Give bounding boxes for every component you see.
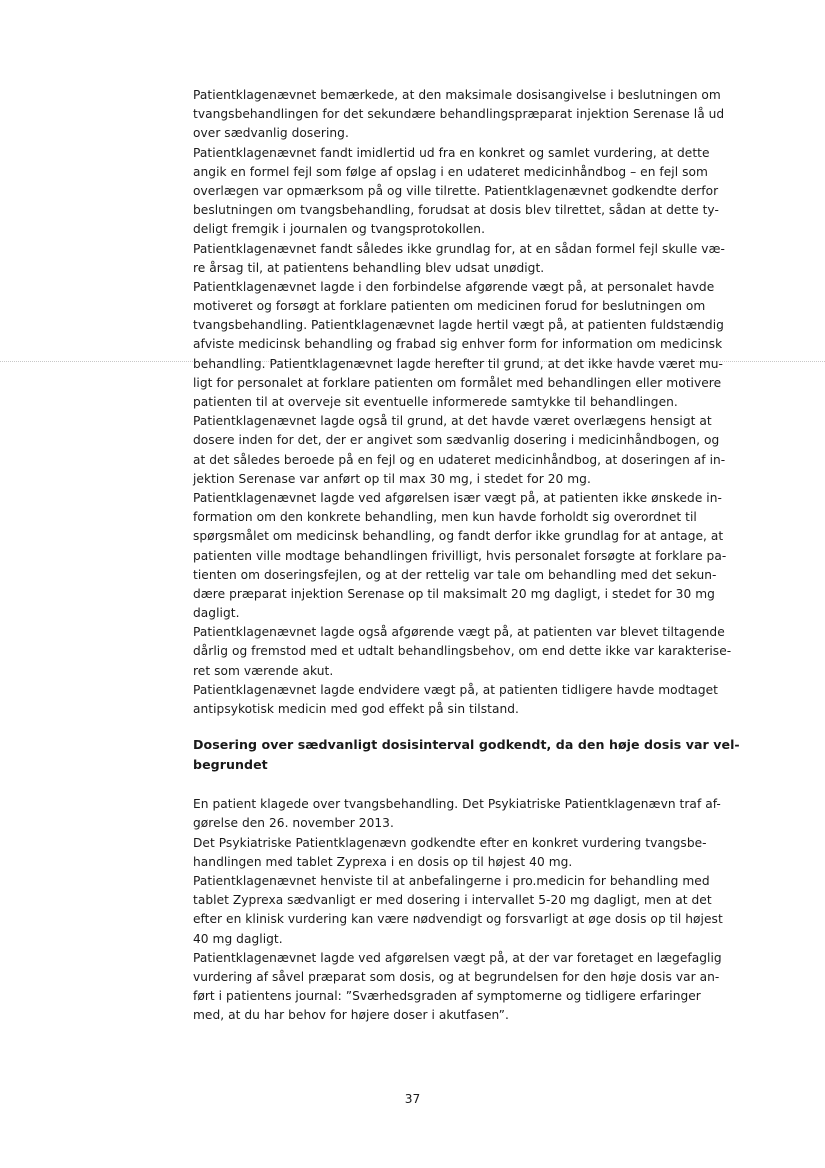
text-line: Patientklagenævnet fandt imidlertid ud fra en konkret og samlet vurdering, at dette — [193, 145, 710, 160]
text-line: angik en formel fejl som følge af opslag i en udateret medicinhåndbog – en fejl som — [193, 164, 708, 179]
text-line: tienten om doseringsfejlen, og at der rettelig var tale om behandling med det sekun- — [193, 567, 717, 582]
text-line: at det således beroede på en fejl og en udateret medicinhåndbog, at doseringen af in- — [193, 452, 726, 467]
text-line: behandling. Patientklagenævnet lagde herefter til grund, at det ikke havde været mu- — [193, 356, 723, 371]
text-line: med, at du har behov for højere doser i akutfasen”. — [193, 1008, 509, 1023]
text-line: jektion Serenase var anført op til max 30 mg, i stedet for 20 mg. — [193, 471, 591, 486]
page-content — [193, 86, 743, 1025]
text-line: tvangsbehandling. Patientklagenævnet lagde hertil vægt på, at patienten fuldstændig — [193, 318, 724, 333]
text-line: begrundet — [193, 757, 268, 773]
text-line: Dosering over sædvanligt dosisinterval godkendt, da den høje dosis var vel- — [193, 737, 740, 753]
text-line: Patientklagenævnet lagde i den forbindelse afgørende vægt på, at personalet havde — [193, 279, 715, 294]
text-line: efter en klinisk vurdering kan være nødvendigt og forsvarligt at øge dosis op til højest — [193, 912, 723, 927]
text-line: Patientklagenævnet bemærkede, at den maksimale dosisangivelse i beslutningen om — [193, 88, 721, 102]
page-number: 37 — [404, 1092, 421, 1106]
text-line: Patientklagenævnet lagde ved afgørelsen især vægt på, at patienten ikke ønskede in- — [193, 490, 722, 505]
text-line: patienten ville modtage behandlingen frivilligt, hvis personalet forsøgte at forklare pa- — [193, 548, 727, 563]
text-line: tablet Zyprexa sædvanligt er med dosering i intervallet 5-20 mg dagligt, men at det — [193, 893, 712, 908]
text-line: overlægen var opmærksom på og ville tilrette. Patientklagenævnet godkendte derfor — [193, 183, 719, 198]
text-line: ret som værende akut. — [193, 663, 334, 678]
text-line: dære præparat injektion Serenase op til maksimalt 20 mg dagligt, i stedet for 30 mg — [193, 586, 715, 601]
text-line: Patientklagenævnet lagde også afgørende vægt på, at patienten var blevet tiltagende — [193, 625, 725, 640]
text-line: afviste medicinsk behandling og frabad sig enhver form for information om medicinsk — [193, 337, 723, 352]
text-line: Det Psykiatriske Patientklagenævn godkendte efter en konkret vurdering tvangsbe- — [193, 835, 707, 850]
text-line: over sædvanlig dosering. — [193, 126, 349, 141]
text-line: formation om den konkrete behandling, men kun havde forholdt sig overordnet til — [193, 510, 697, 525]
text-line: gørelse den 26. november 2013. — [193, 816, 394, 831]
text-line: spørgsmålet om medicinsk behandling, og fandt derfor ikke grundlag for at antage, at — [193, 529, 724, 544]
text-line: beslutningen om tvangsbehandling, forudsat at dosis blev tilrettet, sådan at dette ty- — [193, 203, 719, 218]
text-line: 40 mg dagligt. — [193, 931, 283, 946]
body-section-2 — [193, 795, 743, 1025]
text-line: re årsag til, at patientens behandling blev udsat unødigt. — [193, 260, 545, 275]
text-line: motiveret og forsøgt at forklare patienten om medicinen forud for beslutningen om — [193, 299, 706, 314]
text-line: handlingen med tablet Zyprexa i en dosis op til højest 40 mg. — [193, 854, 573, 869]
text-line: antipsykotisk medicin med god effekt på sin tilstand. — [193, 702, 519, 716]
text-line: Patientklagenævnet lagde også til grund, at det havde været overlægens hensigt at — [193, 414, 712, 429]
text-line: patienten til at overveje sit eventuelle informerede samtykke til behandlingen. — [193, 395, 678, 409]
text-line: dårlig og fremstod med et udtalt behandlingsbehov, om end dette ikke var karakterise- — [193, 644, 732, 659]
body-section-1 — [193, 86, 743, 719]
text-line: vurdering af såvel præparat som dosis, og at begrundelsen for den høje dosis var an- — [193, 969, 720, 984]
text-line: Patientklagenævnet henviste til at anbefalingerne i pro.medicin for behandling med — [193, 873, 710, 888]
text-line: ført i patientens journal: ”Sværhedsgraden af symptomerne og tidligere erfaringer — [193, 989, 701, 1004]
text-line: dosere inden for det, der er angivet som sædvanlig dosering i medicinhåndbogen, og — [193, 433, 720, 448]
section-heading — [193, 735, 743, 775]
text-line: En patient klagede over tvangsbehandling. Det Psykiatriske Patientklagenævn traf af- — [193, 797, 721, 812]
text-line: Patientklagenævnet lagde ved afgørelsen vægt på, at der var foretaget en lægefaglig — [193, 950, 722, 965]
text-line: tvangsbehandlingen for det sekundære behandlingspræparat injektion Serenase lå ud — [193, 107, 725, 122]
text-line: dagligt. — [193, 606, 240, 621]
text-line: deligt fremgik i journalen og tvangsprotokollen. — [193, 222, 486, 237]
text-line: Patientklagenævnet lagde endvidere vægt på, at patienten tidligere havde modtaget — [193, 682, 718, 697]
text-line: ligt for personalet at forklare patienten om formålet med behandlingen eller motivere — [193, 375, 722, 390]
text-line: Patientklagenævnet fandt således ikke grundlag for, at en sådan formel fejl skulle væ- — [193, 241, 725, 256]
